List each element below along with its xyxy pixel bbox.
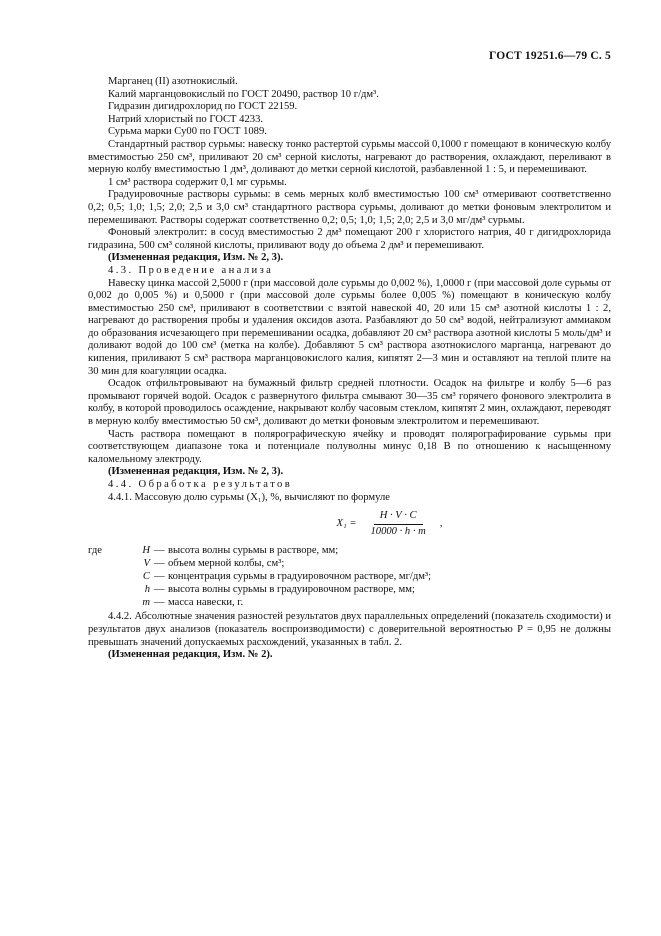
formula-trail: , xyxy=(439,517,443,529)
legend-dash: — xyxy=(154,545,165,557)
legend-intro: где xyxy=(88,545,102,557)
paragraph: Стандартный раствор сурьмы: навеску тонко растертой сурьмы массой 0,1000 г помещают в коническую колбу вместимостью 250 см³, приливают 20 см³ серной кислоты, нагревают до растворения, охлаждают, переливают в мерную колбу вместимостью 1 дм³, доливают до метки серной кислотой, разбавленной 1 : 5, и перемешивают. xyxy=(88,138,611,176)
paragraph: Натрий хлористый по ГОСТ 4233. xyxy=(108,113,264,125)
edit-note: (Измененная редакция, Изм. № 2). xyxy=(108,649,273,661)
paragraph: Сурьма марки Су00 по ГОСТ 1089. xyxy=(108,126,267,138)
paragraph: Навеску цинка массой 2,5000 г (при массовой доле сурьмы до 0,002 %), 1,0000 г (при массовой доле сурьмы от 0,002 до 0,005 %) и 0,5000 г (при массовой доле сурьмы более 0,005 %) помещают в коническую колбу вместимостью 250 см³, приливают в соответствии с взятой навеской 40, 20 или 15 см³ азотной кислоты 1 : 2, нагревают до растворения пробы и удаления оксидов азота. Разбавляют до 50 см³ водой, нейтрализуют аммиаком до образования исчезающего при перемешивании осадка, добавляют 20 см³ раствора азотной кислоты 5 моль/дм³ и доливают водой до 100 см³ (метка на колбе). Добавляют 5 см³ раствора азотнокислого марганца, нагревают до кипения, приливают 5 см³ раствора марганцовокислого калия, кипятят 2—3 мин и оставляют на теплой плите на 30 мин для коагуляции осадка. xyxy=(88,277,611,377)
paragraph: Часть раствора помещают в полярографическую ячейку и проводят полярографирование сурьмы при соответствующем диапазоне тока и потенциале полуволны минус 0,18 В по отношению к насыщенному каломельному электроду. xyxy=(88,428,611,465)
legend-symbol: m xyxy=(142,597,150,609)
legend-symbol: H xyxy=(142,545,150,557)
legend-symbol: V xyxy=(143,558,150,570)
formula-fraction xyxy=(364,510,431,538)
legend-row xyxy=(88,570,431,583)
legend-dash: — xyxy=(154,597,165,609)
paragraph: Гидразин дигидрохлорид по ГОСТ 22159. xyxy=(108,101,298,113)
paragraph-4-4-2: 4.4.2. Абсолютные значения разностей результатов двух параллельных определений (показатель сходимости) и результатов двух анализов (показатель воспроизводимости) с доверительной вероятностью P = 0,95 не должны превышать значений допускаемых расхождений, указанных в табл. 2. xyxy=(88,611,611,648)
legend-text: концентрация сурьмы в градуировочном растворе, мг/дм³; xyxy=(168,571,432,583)
edit-note: (Измененная редакция, Изм. № 2, 3). xyxy=(108,466,284,478)
legend-text: объем мерной колбы, см³; xyxy=(168,558,285,570)
paragraph: Осадок отфильтровывают на бумажный фильтр средней плотности. Осадок на фильтре и колбу 5—6 раз промывают горячей водой. Осадок с развернутого фильтра смывают 30—35 см³ горячего фонового электролита в колбу, в которой проводилось осаждение, накрывают колбу часовым стеклом, кипятят 2 мин, охлаждают, переводят в мерную колбу вместимостью 50 см³, доливают до метки фоновым электролитом и перемешивают. xyxy=(88,378,611,428)
legend-text: масса навески, г. xyxy=(168,597,244,609)
legend-symbol: C xyxy=(142,571,150,583)
legend-text: высота волны сурьмы в растворе, мм; xyxy=(168,545,339,557)
legend-symbol: h xyxy=(144,584,150,596)
formula-numerator: H · V · C xyxy=(374,510,423,525)
paragraph: Марганец (II) азотнокислый. xyxy=(108,76,238,87)
legend-row xyxy=(88,557,431,570)
formula-lhs: X₁ = xyxy=(336,517,357,529)
paragraph-4-4-1: 4.4.1. Массовую долю сурьмы (X₁), %, вычисляют по формуле xyxy=(108,491,390,503)
paragraph: Фоновый электролит: в сосуд вместимостью 2 дм³ помещают 200 г хлористого натрия, 40 г дигидрохлорида гидразина, 500 см³ соляной кислоты, приливают воду до объема 2 дм³ и перемешивают. xyxy=(88,227,611,251)
paragraph: Градуировочные растворы сурьмы: в семь мерных колб вместимостью 100 см³ отмеривают соответственно 0,2; 0,5; 1,0; 1,5; 2,0; 2,5 и 3,0 см³ стандартного раствора сурьмы, доливают до метки фоновым электролитом и перемешивают. Растворы содержат соответственно 0,2; 0,5; 1,0; 1,5; 2,0; 2,5 и 3,0 мг/дм³ сурьмы. xyxy=(88,189,611,226)
legend-row xyxy=(88,544,431,557)
section-heading-4-3: 4.3. Проведение анализа xyxy=(108,264,274,276)
section-heading-4-4: 4.4. Обработка результатов xyxy=(108,479,293,490)
legend-dash: — xyxy=(154,558,165,570)
paragraph: Калий марганцовокислый по ГОСТ 20490, раствор 10 г/дм³. xyxy=(108,88,379,100)
formula-denominator: 10000 · h · m xyxy=(370,525,426,537)
legend-dash: — xyxy=(154,571,165,583)
legend-row xyxy=(88,583,431,596)
legend-dash: — xyxy=(154,584,165,596)
legend-text: высота волны сурьмы в градуировочном растворе, мм; xyxy=(168,584,415,596)
edit-note: (Измененная редакция, Изм. № 2, 3). xyxy=(108,252,284,264)
page-content xyxy=(88,76,611,662)
formula-legend xyxy=(88,544,431,609)
formula xyxy=(168,510,611,538)
page-header: ГОСТ 19251.6—79 С. 5 xyxy=(488,50,611,62)
legend-row xyxy=(88,596,431,609)
paragraph: 1 см³ раствора содержит 0,1 мг сурьмы. xyxy=(108,176,287,188)
